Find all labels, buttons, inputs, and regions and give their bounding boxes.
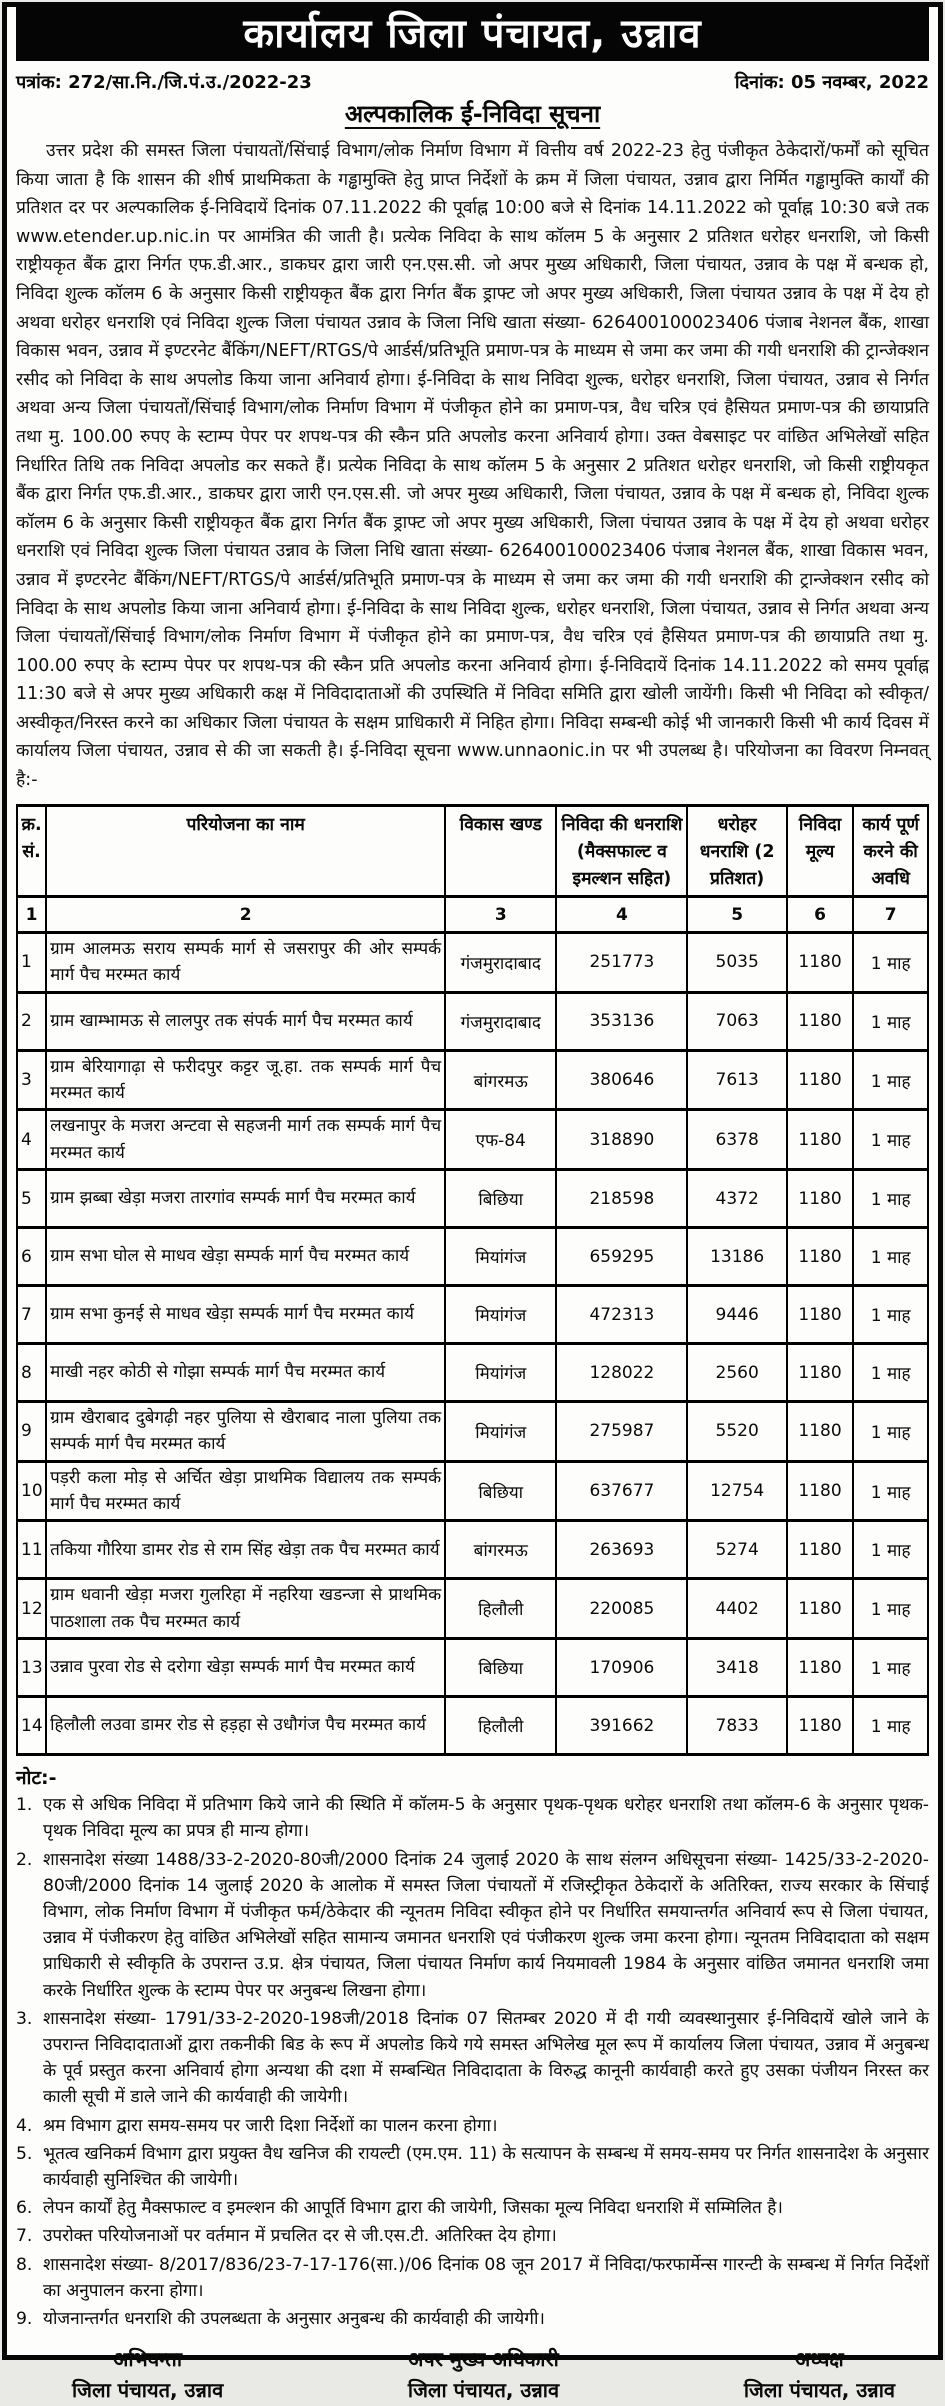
header-emd: धरोहर धनराशि (2 प्रतिशत) (687, 805, 786, 896)
letter-number: पत्रांक: 272/सा.नि./जि.पं.उ./2022-23 (16, 72, 312, 93)
table-cell-fee: 1180 (787, 992, 854, 1050)
table-row (17, 1579, 928, 1639)
table-cell-emd: 13186 (687, 1228, 786, 1286)
table-cell-block: हिलौली (445, 1697, 556, 1755)
table-cell-emd: 7833 (687, 1697, 786, 1755)
table-row (17, 1461, 928, 1521)
table-cell-name: ग्राम सभा कुनई से माधव खेड़ा सम्पर्क मार्ग पैच मरम्मत कार्य (46, 1286, 445, 1344)
table-row (17, 1110, 928, 1170)
note-text: शासनादेश संख्या- 8/2017/836/23-7-17-176(सा.)/06 दिनांक 08 जून 2017 में निविदा/फरफार्मेन्स गारन्टी के सम्बन्ध में निर्गत निर्देशों का अनुपालन करना होगा। (43, 2254, 929, 2301)
note-number: 3. (16, 2008, 33, 2029)
office-title-banner (16, 7, 929, 61)
table-cell-emd: 12754 (687, 1461, 786, 1521)
table-cell-sno: 6 (17, 1228, 46, 1286)
signature-org: जिला पंचायत, उन्नाव (407, 2378, 560, 2403)
table-cell-sno: 4 (17, 1110, 46, 1170)
signature-org: जिला पंचायत, उन्नाव (743, 2378, 895, 2403)
table-cell-fee: 1180 (787, 1050, 854, 1110)
table-cell-name: ग्राम सभा घोल से माधव खेड़ा सम्पर्क मार्ग पैच मरम्मत कार्य (46, 1228, 445, 1286)
table-row (17, 1286, 928, 1344)
table-cell-emd: 7613 (687, 1050, 786, 1110)
note-number: 5. (16, 2143, 33, 2164)
table-cell-fee: 1180 (787, 1228, 854, 1286)
table-cell-duration: 1 माह (853, 992, 928, 1050)
table-cell-fee: 1180 (787, 1579, 854, 1639)
column-number: 1 (17, 897, 46, 933)
table-cell-sno: 11 (17, 1521, 46, 1579)
column-number: 7 (853, 897, 928, 933)
table-cell-name: लखनापुर के मजरा अन्टवा से सहजनी मार्ग तक सम्पर्क मार्ग पैच मरम्मत कार्य (46, 1110, 445, 1170)
table-cell-name: उन्नाव पुरवा रोड से दरोगा खेड़ा सम्पर्क मार्ग पैच मरम्मत कार्य (46, 1639, 445, 1697)
table-cell-block: एफ-84 (445, 1110, 556, 1170)
table-cell-sno: 3 (17, 1050, 46, 1110)
table-cell-amount: 220085 (556, 1579, 687, 1639)
note-number: 1. (16, 1795, 33, 1816)
notes-list (16, 1792, 929, 2332)
table-cell-name: ग्राम आलमऊ सराय सम्पर्क मार्ग से जसरापुर की ओर सम्पर्क मार्ग पैच मरम्मत कार्य (46, 933, 445, 993)
note-item (16, 1792, 929, 1844)
table-cell-fee: 1180 (787, 1170, 854, 1228)
table-cell-duration: 1 माह (853, 1579, 928, 1639)
table-cell-block: मियांगंज (445, 1286, 556, 1344)
table-cell-block: मियांगंज (445, 1344, 556, 1402)
table-row (17, 1521, 928, 1579)
table-cell-name: ग्राम खैराबाद दुबेगढ़ी नहर पुलिया से खैराबाद नाला पुलिया तक सम्पर्क मार्ग पैच मरम्मत कार्य (46, 1402, 445, 1462)
table-cell-emd: 5520 (687, 1402, 786, 1462)
table-cell-name: तकिया गौरिया डामर रोड से राम सिंह खेड़ा तक पैच मरम्मत कार्य (46, 1521, 445, 1579)
note-text: श्रम विभाग द्वारा समय-समय पर जारी दिशा निर्देशों का पालन करना होगा। (43, 2115, 498, 2136)
table-cell-fee: 1180 (787, 1461, 854, 1521)
note-item (16, 2141, 929, 2193)
table-cell-duration: 1 माह (853, 1344, 928, 1402)
table-row (17, 1697, 928, 1755)
table-cell-amount: 251773 (556, 933, 687, 993)
note-number: 8. (16, 2254, 33, 2275)
table-row (17, 1344, 928, 1402)
table-cell-name: ग्राम बेरियागाढ़ा से फरीदपुर कट्टर जू.हा. तक सम्पर्क मार्ग पैच मरम्मत कार्य (46, 1050, 445, 1110)
notes-section (16, 1764, 929, 2332)
table-cell-duration: 1 माह (853, 1697, 928, 1755)
header-duration: कार्य पूर्ण करने की अवधि (853, 805, 928, 896)
note-item (16, 2223, 929, 2249)
table-cell-block: बांगरमऊ (445, 1521, 556, 1579)
table-cell-fee: 1180 (787, 1521, 854, 1579)
table-cell-amount: 170906 (556, 1639, 687, 1697)
table-cell-sno: 13 (17, 1639, 46, 1697)
table-cell-duration: 1 माह (853, 1402, 928, 1462)
table-cell-amount: 353136 (556, 992, 687, 1050)
header-fee: निविदा मूल्य (787, 805, 854, 896)
table-cell-name: माखी नहर कोठी से गोझा सम्पर्क मार्ग पैच मरम्मत कार्य (46, 1344, 445, 1402)
notice-heading: अल्पकालिक ई-निविदा सूचना (344, 100, 601, 128)
note-item (16, 2306, 929, 2332)
table-cell-fee: 1180 (787, 1110, 854, 1170)
table-cell-sno: 8 (17, 1344, 46, 1402)
table-cell-duration: 1 माह (853, 933, 928, 993)
table-cell-block: बांगरमऊ (445, 1050, 556, 1110)
table-cell-fee: 1180 (787, 1286, 854, 1344)
table-cell-block: गंजमुरादाबाद (445, 933, 556, 993)
table-cell-name: हिलौली लउवा डामर रोड से हड़हा से उधौगंज पैच मरम्मत कार्य (46, 1697, 445, 1755)
table-cell-name: ग्राम धवानी खेड़ा मजरा गुलरिहा में नहरिया खडन्जा से प्राथमिक पाठशाला तक पैच मरम्मत कार्य (46, 1579, 445, 1639)
signature-block (72, 2344, 223, 2406)
document-page (2, 2, 943, 2403)
projects-table-body (17, 933, 928, 1755)
signature-org: जिला पंचायत, उन्नाव (72, 2378, 224, 2403)
table-cell-duration: 1 माह (853, 1050, 928, 1110)
table-cell-emd: 6378 (687, 1110, 786, 1170)
table-cell-duration: 1 माह (853, 1110, 928, 1170)
column-number: 4 (556, 897, 687, 933)
table-cell-sno: 1 (17, 933, 46, 993)
table-cell-block: हिलौली (445, 1579, 556, 1639)
table-cell-amount: 218598 (556, 1170, 687, 1228)
table-cell-sno: 2 (17, 992, 46, 1050)
table-cell-duration: 1 माह (853, 1228, 928, 1286)
table-cell-block: मियांगंज (445, 1228, 556, 1286)
letter-date: दिनांक: 05 नवम्बर, 2022 (734, 72, 929, 93)
table-cell-block: मियांगंज (445, 1402, 556, 1462)
table-cell-emd: 4402 (687, 1579, 786, 1639)
note-text: शासनादेश संख्या 1488/33-2-2020-80जी/2000 दिनांक 24 जुलाई 2020 के साथ संलग्न अधिसूचना संख्या- 1425/33-2-2020-80जी/2000 दिनांक 14 जुलाई 2020 के आलोक में समस्त जिला पंचायतों में रजिस्ट्रीकृत ठेकेदारों के अतिरिक्त, राज्य सरकार के सिंचाई विभाग, लोक निर्माण विभाग में पंजीकृत फर्म/ठेकेदार की न्यूनतम निविदा स्वीकृत होने पर निर्धारित समयान्तर्गत अनिवार्य रूप से जिला पंचायत, उन्नाव में पंजीकरण हेतु वांछित अभिलेखों सहित सामान्य जमानत धनराशि एवं पंजीकरण शुल्क जमा करना होगा। न्यूनतम निविदादाता को सक्षम प्राधिकारी से स्वीकृति के उपरान्त उ.प्र. क्षेत्र पंचायत, जिला पंचायत निर्माण कार्य नियमावली 1984 के अनुसार वांछित जमानत धनराशि जमा करके निर्धारित शुल्क के स्टाम्प पेपर पर अनुबन्ध लिखना होगा। (43, 1849, 929, 2001)
note-text: एक से अधिक निविदा में प्रतिभाग किये जाने की स्थिति में कॉलम-5 के अनुसार पृथक-पृथक धरोहर धनराशि तथा कॉलम-6 के अनुसार पृथक-पृथक निविदा मूल्य का प्रपत्र ही मान्य होगा। (43, 1795, 929, 1842)
note-item (16, 1847, 929, 2004)
table-cell-emd: 7063 (687, 992, 786, 1050)
table-cell-block: बिछिया (445, 1639, 556, 1697)
table-row (17, 1228, 928, 1286)
notice-body: उत्तर प्रदेश की समस्त जिला पंचायतों/सिंचाई विभाग/लोक निर्माण विभाग में वित्तीय वर्ष 2022-23 हेतु पंजीकृत ठेकेदारों/फर्मों को सूचित किया जाता है कि शासन की शीर्ष प्राथमिकता के गड्ढामुक्ति हेतु प्राप्त निर्देशों के क्रम में जिला पंचायत, उन्नाव द्वारा निर्मित गड्ढामुक्ति कार्यों की प्रतिशत दर पर अल्पकालिक ई-निविदायें दिनांक 07.11.2022 की पूर्वाह्न 10:00 बजे से दिनांक 14.11.2022 को पूर्वाह्न 10:30 बजे तक www.etender.up.nic.in पर आमंत्रित की जाती है। प्रत्येक निविदा के साथ कॉलम 5 के अनुसार 2 प्रतिशत धरोहर धनराशि, जो किसी राष्ट्रीयकृत बैंक द्वारा निर्गत एफ.डी.आर., डाकघर द्वारा जारी एन.एस.सी. जो अपर मुख्य अधिकारी, जिला पंचायत, उन्नाव के पक्ष में बन्धक हो, निविदा शुल्क कॉलम 6 के अनुसार किसी राष्ट्रीयकृत बैंक द्वारा निर्गत बैंक ड्राफ्ट जो अपर मुख्य अधिकारी, जिला पंचायत उन्नाव के पक्ष में देय हो अथवा धरोहर धनराशि एवं निविदा शुल्क जिला पंचायत उन्नाव के जिला निधि खाता संख्या- 626400100023406 पंजाब नेशनल बैंक, शाखा विकास भवन, उन्नाव में इण्टरनेट बैंकिंग/NEFT/RTGS/पे आर्डर्स/प्रतिभूति प्रमाण-पत्र के माध्यम से जमा कर जमा की गयी धनराशि की ट्रान्जेक्शन रसीद को निविदा के साथ अपलोड किया जाना अनिवार्य होगा। ई-निविदा के साथ निविदा शुल्क, धरोहर धनराशि, जिला पंचायत, उन्नाव से निर्गत अथवा अन्य जिला पंचायतों/सिंचाई विभाग/लोक निर्माण विभाग में पंजीकृत होने का प्रमाण-पत्र, वैध चरित्र एवं हैसियत प्रमाण-पत्र की छायाप्रति तथा मु. 100.00 रुपए के स्टाम्प पेपर पर शपथ-पत्र की स्कैन प्रति अपलोड करना अनिवार्य होगा। उक्त वेबसाइट पर वांछित अभिलेखों सहित निर्धारित तिथि तक निविदा अपलोड कर सकते हैं। प्रत्येक निविदा के साथ कॉलम 5 के अनुसार 2 प्रतिशत धरोहर धनराशि, जो किसी राष्ट्रीयकृत बैंक द्वारा निर्गत एफ.डी.आर., डाकघर द्वारा जारी एन.एस.सी. जो अपर मुख्य अधिकारी, जिला पंचायत, उन्नाव के पक्ष में बन्धक हो, निविदा शुल्क कॉलम 6 के अनुसार किसी राष्ट्रीयकृत बैंक द्वारा निर्गत बैंक ड्राफ्ट जो अपर मुख्य अधिकारी, जिला पंचायत उन्नाव के पक्ष में देय हो अथवा धरोहर धनराशि एवं निविदा शुल्क जिला पंचायत उन्नाव के जिला निधि खाता संख्या- 626400100023406 पंजाब नेशनल बैंक, शाखा विकास भवन, उन्नाव में इण्टरनेट बैंकिंग/NEFT/RTGS/पे आर्डर्स/प्रतिभूति प्रमाण-पत्र के माध्यम से जमा कर जमा की गयी धनराशि की ट्रान्जेक्शन रसीद को निविदा के साथ अपलोड किया जाना अनिवार्य होगा। ई-निविदा के साथ निविदा शुल्क, धरोहर धनराशि, जिला पंचायत, उन्नाव से निर्गत अथवा अन्य जिला पंचायतों/सिंचाई विभाग/लोक निर्माण विभाग में पंजीकृत होने का प्रमाण-पत्र, वैध चरित्र एवं हैसियत प्रमाण-पत्र की छायाप्रति तथा मु. 100.00 रुपए के स्टाम्प पेपर पर शपथ-पत्र की स्कैन प्रति अपलोड करना अनिवार्य होगा। ई-निविदायें दिनांक 14.11.2022 को समय पूर्वाह्न 11:30 बजे से अपर मुख्य अधिकारी कक्ष में निविदादाताओं की उपस्थिति में निविदा समिति द्वारा खोली जायेंगी। किसी भी निविदा को स्वीकृत/ अस्वीकृत/निरस्त करने का अधिकार जिला पंचायत के सक्षम प्राधिकारी में निहित होगा। निविदा सम्बन्धी कोई भी जानकारी किसी भी कार्य दिवस में कार्यालय जिला पंचायत, उन्नाव से की जा सकती है। ई-निविदा सूचना www.unnaonic.in पर भी उपलब्ध है। परियोजना का विवरण निम्नवत् है:- (16, 141, 929, 791)
table-cell-amount: 637677 (556, 1461, 687, 1521)
table-row (17, 1402, 928, 1462)
table-cell-fee: 1180 (787, 1402, 854, 1462)
signature-row (16, 2344, 929, 2406)
table-row (17, 992, 928, 1050)
signature-block (408, 2344, 559, 2406)
table-cell-emd: 5035 (687, 933, 786, 993)
table-cell-emd: 3418 (687, 1639, 786, 1697)
note-number: 7. (16, 2226, 33, 2247)
table-cell-fee: 1180 (787, 1639, 854, 1697)
table-cell-sno: 14 (17, 1697, 46, 1755)
table-cell-emd: 2560 (687, 1344, 786, 1402)
table-cell-duration: 1 माह (853, 1639, 928, 1697)
table-cell-amount: 472313 (556, 1286, 687, 1344)
table-cell-amount: 391662 (556, 1697, 687, 1755)
table-header-row (17, 805, 928, 896)
table-cell-sno: 7 (17, 1286, 46, 1344)
table-cell-duration: 1 माह (853, 1521, 928, 1579)
table-cell-name: ग्राम खाम्भामऊ से लालपुर तक संपर्क मार्ग पैच मरम्मत कार्य (46, 992, 445, 1050)
signature-title: अभियन्ता (113, 2347, 183, 2372)
table-cell-emd: 4372 (687, 1170, 786, 1228)
header-project: परियोजना का नाम (46, 805, 445, 896)
table-cell-sno: 10 (17, 1461, 46, 1521)
meta-row (16, 70, 929, 94)
table-row (17, 1170, 928, 1228)
table-cell-sno: 9 (17, 1402, 46, 1462)
table-cell-amount: 659295 (556, 1228, 687, 1286)
column-number-row (17, 897, 928, 933)
table-cell-amount: 275987 (556, 1402, 687, 1462)
notes-label: नोट:- (16, 1767, 57, 1790)
table-cell-amount: 318890 (556, 1110, 687, 1170)
table-cell-emd: 5274 (687, 1521, 786, 1579)
note-number: 9. (16, 2309, 33, 2330)
signature-block (744, 2344, 895, 2406)
header-block: विकास खण्ड (445, 805, 556, 896)
note-item (16, 2195, 929, 2221)
table-cell-sno: 12 (17, 1579, 46, 1639)
note-text: योजनान्तर्गत धनराशि की उपलब्धता के अनुसार अनुबन्ध की कार्यवाही की जायेगी। (43, 2309, 545, 2330)
table-cell-name: पड़री कला मोड़ से अर्चित खेड़ा प्राथमिक विद्यालय तक सम्पर्क मार्ग पैच मरम्मत कार्य (46, 1461, 445, 1521)
table-row (17, 933, 928, 993)
table-cell-block: बिछिया (445, 1461, 556, 1521)
header-serial: क्र. सं. (17, 805, 46, 896)
office-title: कार्यालय जिला पंचायत, उन्नाव (243, 11, 702, 57)
table-cell-fee: 1180 (787, 933, 854, 993)
table-cell-fee: 1180 (787, 1697, 854, 1755)
note-text: भूतत्व खनिकर्म विभाग द्वारा प्रयुक्त वैध खनिज की रायल्टी (एम.एम. 11) के सत्यापन के सम्बन्ध में समय-समय पर निर्गत शासनादेश के अनुसार कार्यवाही सुनिश्चित की जायेगी। (43, 2143, 929, 2190)
table-cell-duration: 1 माह (853, 1461, 928, 1521)
note-number: 6. (16, 2198, 33, 2219)
note-number: 2. (16, 1849, 33, 1870)
table-cell-emd: 9446 (687, 1286, 786, 1344)
note-item (16, 2006, 929, 2111)
note-number: 4. (16, 2115, 33, 2136)
table-row (17, 1639, 928, 1697)
table-cell-duration: 1 माह (853, 1170, 928, 1228)
table-cell-block: बिछिया (445, 1170, 556, 1228)
table-cell-amount: 380646 (556, 1050, 687, 1110)
column-number: 6 (787, 897, 854, 933)
table-cell-block: गंजमुरादाबाद (445, 992, 556, 1050)
table-cell-amount: 128022 (556, 1344, 687, 1402)
note-item (16, 2113, 929, 2139)
table-cell-duration: 1 माह (853, 1286, 928, 1344)
column-number: 5 (687, 897, 786, 933)
table-cell-amount: 263693 (556, 1521, 687, 1579)
table-row (17, 1050, 928, 1110)
column-number: 3 (445, 897, 556, 933)
note-text: उपरोक्त परियोजनाओं पर वर्तमान में प्रचलित दर से जी.एस.टी. अतिरिक्त देय होगा। (43, 2226, 557, 2247)
note-text: शासनादेश संख्या- 1791/33-2-2020-198जी/2018 दिनांक 07 सितम्बर 2020 में दी गयी व्यवस्थानुसार ई-निविदायें खोले जाने के उपरान्त निविदादाताओं द्वारा तकनीकी बिड के रूप में अपलोड किये गये समस्त अभिलेख मूल रूप में कार्यालय जिला पंचायत, उन्नाव में अनुबन्ध के पूर्व प्रस्तुत करना अनिवार्य होगा अन्यथा की दशा में सम्बन्धित निविदादाता के विरुद्ध कानूनी कार्यवाही करते हुए उसका पंजीयन निरस्त कर काली सूची में डाले जाने की कार्यवाही की जायेगी। (43, 2008, 929, 2108)
header-amount: निविदा की धनराशि (मैक्सफाल्ट व इमल्शन सहित) (556, 805, 687, 896)
table-cell-name: ग्राम झब्बा खेड़ा मजरा तारगांव सम्पर्क मार्ग पैच मरम्मत कार्य (46, 1170, 445, 1228)
signature-title: अपर मुख्य अधिकारी (408, 2347, 559, 2372)
table-cell-fee: 1180 (787, 1344, 854, 1402)
projects-table (16, 804, 929, 1757)
table-cell-sno: 5 (17, 1170, 46, 1228)
column-number: 2 (46, 897, 445, 933)
note-item (16, 2252, 929, 2304)
signature-title: अध्यक्ष (795, 2347, 844, 2372)
note-text: लेपन कार्यों हेतु मैक्सफाल्ट व इमल्शन की आपूर्ति विभाग द्वारा की जायेगी, जिसका मूल्य निविदा धनराशि में सम्मिलित है। (43, 2198, 783, 2219)
